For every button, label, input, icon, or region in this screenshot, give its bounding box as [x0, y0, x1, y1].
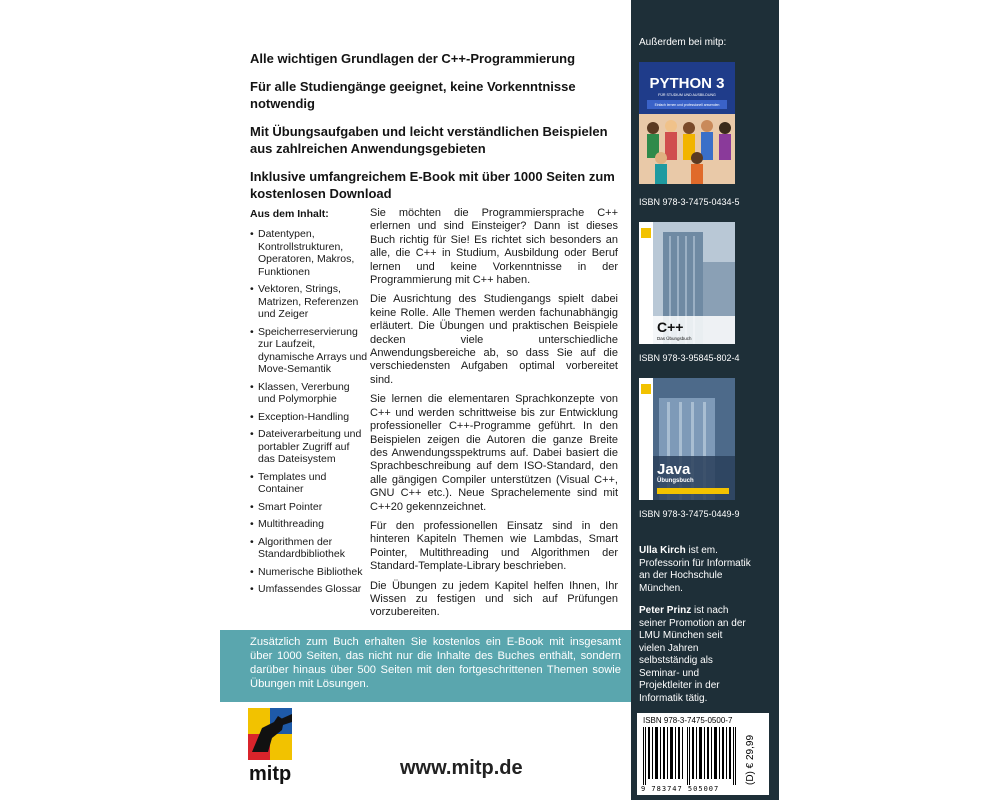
- barcode-box: [637, 713, 769, 795]
- sidebar: [631, 0, 779, 800]
- barcode-isbn: ISBN 978-3-7475-0500-7: [643, 716, 733, 725]
- toc-item: • Datentypen, Kontrollstrukturen, Operatoren, Makros, Funktionen: [250, 228, 368, 278]
- author-text: ist nach seiner Promotion an der LMU München seit vielen Jahren selbstständig als Seminar- und Projektleiter in der Informatik tätig.: [639, 605, 746, 704]
- mitp-logo-icon: [248, 708, 302, 784]
- cpp-book-isbn: ISBN 978-3-95845-802-4: [639, 353, 740, 363]
- author-bio: [639, 605, 751, 705]
- cpp-book-title: C++: [657, 319, 684, 335]
- java-book-title: Java: [657, 461, 691, 478]
- toc-list: [250, 228, 368, 601]
- author-name: Peter Prinz: [639, 605, 692, 616]
- toc-item: • Umfassendes Glossar: [250, 583, 368, 596]
- description-paragraph: Für den professionellen Einsatz sind in den hinteren Kapiteln Themen wie Lambdas, Smart Pointer, Multithreading und Algorithmen der Standard-Template-Library beschrieben.: [370, 519, 618, 573]
- price: (D) € 29,99: [745, 734, 756, 785]
- toc-item: • Numerische Bibliothek: [250, 566, 368, 579]
- cpp-book-cover: [639, 222, 735, 344]
- sidebar-heading: Außerdem bei mitp:: [639, 37, 727, 48]
- toc-item: • Smart Pointer: [250, 501, 368, 514]
- python-book-title: PYTHON 3: [649, 75, 725, 92]
- toc-item: • Dateiverarbeitung und portabler Zugriff auf das Dateisystem: [250, 428, 368, 466]
- java-book-isbn: ISBN 978-3-7475-0449-9: [639, 509, 740, 519]
- headline: Inklusive umfangreichem E-Book mit über 1000 Seiten zum kostenlosen Download: [250, 169, 615, 201]
- cpp-book-subtitle: Das Übungsbuch: [657, 336, 692, 341]
- description: [370, 207, 618, 626]
- toc-item: • Vektoren, Strings, Matrizen, Referenzen und Zeiger: [250, 283, 368, 321]
- description-paragraph: Sie möchten die Programmiersprache C++ erlernen und sind Einsteiger? Dann ist dieses Buch richtig für Sie! Es richtet sich besonders an alle, die C++ in Studium, Ausbildung oder Beruf lernen und keine Vorkenntnisse in der Programmierung mit C++ haben.: [370, 207, 618, 287]
- java-book-subtitle: Übungsbuch: [657, 478, 694, 484]
- book-back-cover: [220, 0, 779, 800]
- mitp-logo: [248, 708, 302, 784]
- author-name: Ulla Kirch: [639, 545, 686, 556]
- python-book-cover: [639, 62, 735, 184]
- description-paragraph: Die Übungen zu jedem Kapitel helfen Ihnen, Ihr Wissen zu festigen und sich auf Prüfungen vorzubereiten.: [370, 579, 618, 619]
- ebook-note: Zusätzlich zum Buch erhalten Sie kostenlos ein E-Book mit insgesamt über 1000 Seiten, das nicht nur die Inhalte des Buches enthält, sondern darüber hinaus über 500 Seiten mit den fortgeschrittenen Themen sowie Übungen mit Lösungen.: [250, 636, 621, 690]
- mitp-logo-text: mitp: [249, 763, 292, 784]
- headline: Mit Übungsaufgaben und leicht verständlichen Beispielen aus zahlreichen Anwendungsgebieten: [250, 124, 608, 156]
- barcode-icon: [641, 727, 741, 785]
- headline: Alle wichtigen Grundlagen der C++-Programmierung: [250, 51, 576, 66]
- toc-item: • Templates und Container: [250, 471, 368, 496]
- toc-item: • Klassen, Vererbung und Polymorphie: [250, 381, 368, 406]
- toc-item: • Exception-Handling: [250, 411, 368, 424]
- ebook-banner: [220, 630, 631, 702]
- description-paragraph: Sie lernen die elementaren Sprachkonzepte von C++ und werden schrittweise bis zur Entwicklung professioneller C++-Programme geführt. In den Beispielen zeigen die Autoren die ganze Breite des Anwendungsspektrums auf. Dabei basiert die Sprachbeschreibung auf dem ISO-Standard, den alle gängigen Compiler unterstützen (Visual C++, GNU C++ etc.). Neue Sprachelemente sind mit C++20 gekennzeichnet.: [370, 393, 618, 513]
- toc-item: • Speicherreservierung zur Laufzeit, dynamische Arrays und Move-Semantik: [250, 326, 368, 376]
- barcode-digits: 9 783747 505007: [641, 785, 720, 793]
- main-panel: [220, 0, 631, 800]
- publisher-url[interactable]: www.mitp.de: [400, 757, 523, 779]
- toc-title: Aus dem Inhalt:: [250, 208, 329, 220]
- python-book-subtitle: FÜR STUDIUM UND AUSBILDUNG: [658, 93, 716, 97]
- python-book-isbn: ISBN 978-3-7475-0434-5: [639, 197, 740, 207]
- java-book-cover: [639, 378, 735, 500]
- headline: Für alle Studiengänge geeignet, keine Vorkenntnisse notwendig: [250, 79, 576, 111]
- toc-item: • Multithreading: [250, 518, 368, 531]
- toc-item: • Algorithmen der Standardbibliothek: [250, 536, 368, 561]
- python-book-tagline: Einfach lernen und professionell anwenden: [654, 103, 720, 107]
- description-paragraph: Die Ausrichtung des Studiengangs spielt dabei keine Rolle. Alle Themen werden fachunabhängig erläutert. Die Übungen und praktischen Beispiele decken viele unterschiedliche Anwendungsbereiche ab, so dass Sie auf die verschiedensten Aufgaben optimal vorbereitet sind.: [370, 293, 618, 386]
- headlines: [250, 50, 625, 213]
- author-bio: [639, 545, 751, 595]
- author-text: ist em. Professorin für Informatik an der Hochschule München.: [639, 545, 751, 594]
